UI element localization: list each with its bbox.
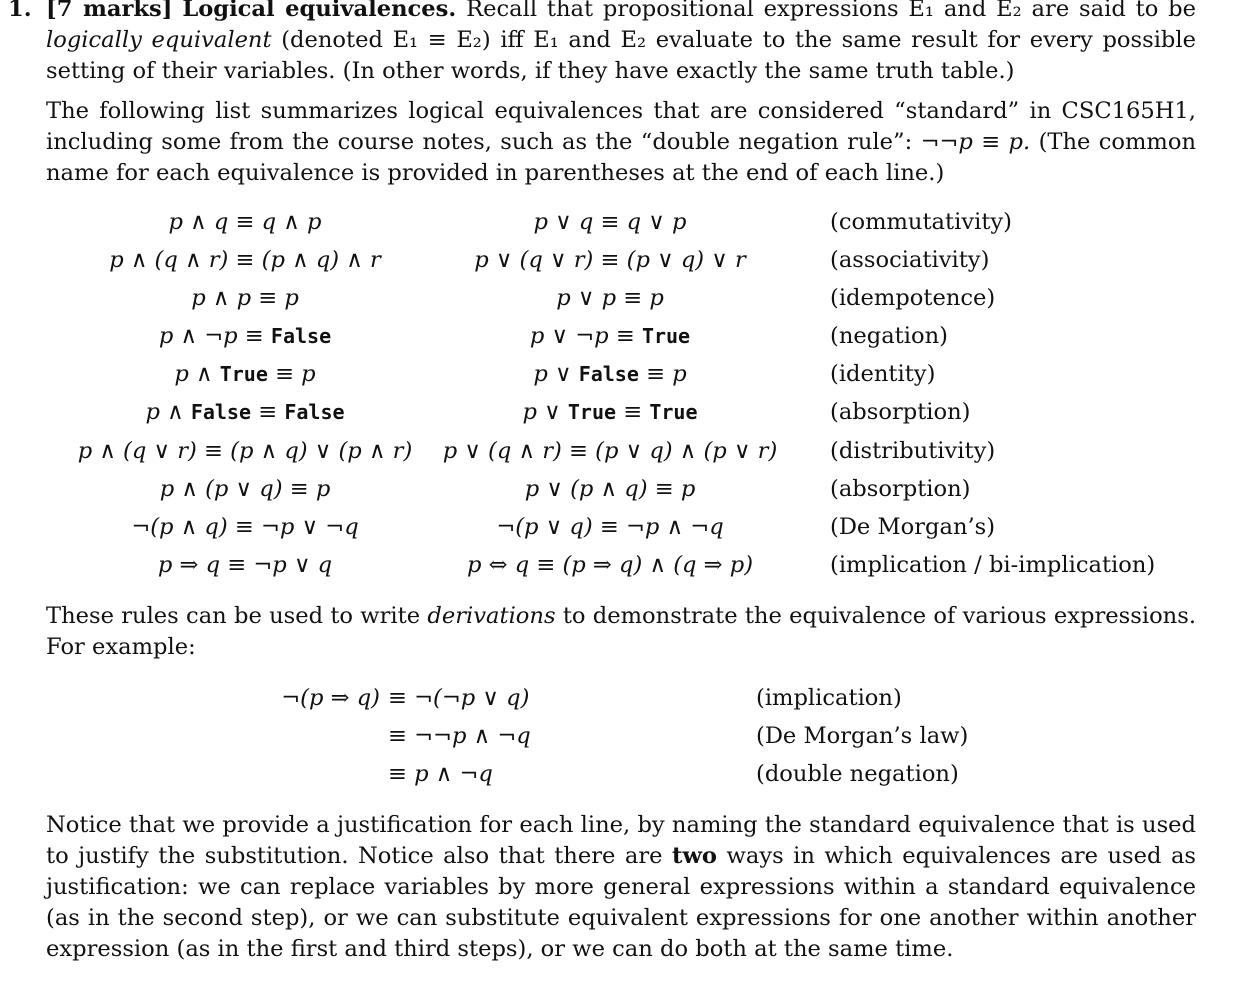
equivalence-row	[0, 207, 1236, 245]
equivalence-name: (identity)	[830, 361, 936, 387]
equivalence-row	[0, 512, 1236, 550]
equivalence-left: p ∧ (p ∨ q) ≡ p	[159, 476, 331, 502]
equivalence-right: ¬(p ∨ q) ≡ ¬p ∧ ¬q	[496, 514, 724, 540]
intro-term: logically equivalent	[46, 27, 272, 53]
equivalence-row	[0, 321, 1236, 359]
derivation-justification: (implication)	[756, 685, 902, 711]
equivalence-row	[0, 283, 1236, 321]
equivalence-right: p ∨ p ≡ p	[556, 285, 664, 311]
intro-text-b: (denoted E₁ ≡ E₂) iff E₁ and E₂ evaluate to the same result for every possible setting of their variables. (In other words, if they have exactly the same truth table.)	[46, 27, 1196, 84]
derivation-rhs: ≡ ¬(¬p ∨ q)	[388, 685, 530, 711]
equivalence-left: p ∧ ¬p ≡ False	[158, 323, 332, 349]
equivalence-left: p ∧ p ≡ p	[191, 285, 299, 311]
p2-text-b: (The common name for each equivalence is provided in parentheses at the end of each line.)	[46, 129, 1197, 186]
equivalence-left: ¬(p ∧ q) ≡ ¬p ∨ ¬q	[131, 514, 359, 540]
p4-emph: two	[672, 843, 718, 869]
equivalence-row	[0, 397, 1236, 435]
equivalence-name: (De Morgan’s)	[830, 514, 996, 540]
equivalence-name: (idempotence)	[830, 285, 996, 311]
p3-text-a: These rules can be used to write	[46, 603, 421, 629]
derivation-justification: (double negation)	[756, 761, 959, 787]
problem-title: Logical equivalences.	[182, 0, 457, 22]
equivalence-row	[0, 245, 1236, 283]
equivalence-right: p ∨ (p ∧ q) ≡ p	[524, 476, 696, 502]
equivalence-right: p ∨ False ≡ p	[533, 361, 687, 387]
equivalence-name: (associativity)	[830, 247, 990, 273]
equivalence-name: (distributivity)	[830, 438, 996, 464]
equivalence-left: p ∧ q ≡ q ∧ p	[168, 209, 322, 235]
derivation-step	[0, 721, 1236, 759]
equivalence-name: (implication / bi-implication)	[830, 552, 1156, 578]
equivalence-right: p ⇔ q ≡ (p ⇒ q) ∧ (q ⇒ p)	[466, 552, 754, 578]
paragraph-justification	[46, 810, 1196, 965]
equivalence-right: p ∨ (q ∧ r) ≡ (p ∨ q) ∧ (p ∨ r)	[442, 438, 778, 464]
paragraph-derivations	[46, 601, 1196, 663]
equivalence-name: (absorption)	[830, 476, 971, 502]
equivalence-row	[0, 359, 1236, 397]
equivalence-left: p ⇒ q ≡ ¬p ∨ q	[157, 552, 333, 578]
equivalence-name: (commutativity)	[830, 209, 1012, 235]
equivalence-name: (absorption)	[830, 399, 971, 425]
equivalence-left: p ∧ (q ∨ r) ≡ (p ∧ q) ∨ (p ∧ r)	[77, 438, 413, 464]
equivalence-left: p ∧ False ≡ False	[145, 399, 345, 425]
equivalence-row	[0, 550, 1236, 588]
equivalence-row	[0, 474, 1236, 512]
derivation-justification: (De Morgan’s law)	[756, 723, 969, 749]
paragraph-standard-list	[46, 96, 1196, 189]
equivalence-left: p ∧ (q ∧ r) ≡ (p ∧ q) ∧ r	[109, 247, 381, 273]
derivation-rhs: ≡ ¬¬p ∧ ¬q	[388, 723, 531, 749]
equivalence-right: p ∨ q ≡ q ∨ p	[533, 209, 687, 235]
p3-text-b: to demonstrate the equivalence of various expressions. For example:	[46, 603, 1197, 660]
p4-text-b: ways in which equivalences are used as justification: we can replace variables by more general expressions within a standard equivalence (as in the second step), or we can substitute equivalent expressions for one another within another expression (as in the first and third steps), or we can do both at the same time.	[46, 843, 1197, 962]
p2-text-a: The following list summarizes logical equivalences that are considered “standard” in CSC165H1, including some from the course notes, such as the “double negation rule”:	[46, 98, 1196, 155]
equivalence-right: p ∨ ¬p ≡ True	[529, 323, 691, 349]
p3-term: derivations	[427, 603, 556, 629]
double-negation-rule: ¬¬p ≡ p.	[920, 129, 1031, 155]
equivalence-right: p ∨ (q ∨ r) ≡ (p ∨ q) ∨ r	[474, 247, 746, 273]
equivalence-right: p ∨ True ≡ True	[522, 399, 698, 425]
intro-text-a: Recall that propositional expressions E₁ and E₂ are said to be	[466, 0, 1197, 22]
derivation-step	[0, 759, 1236, 797]
p4-text-a: Notice that we provide a justification for each line, by naming the standard equivalence that is used to justify the substitution. Notice also that there are	[46, 812, 1196, 869]
derivation-step	[0, 683, 1236, 721]
derivation-rhs: ≡ p ∧ ¬q	[388, 761, 493, 787]
derivation-lhs: ¬(p ⇒ q)	[281, 685, 380, 711]
equivalence-name: (negation)	[830, 323, 948, 349]
equivalence-row	[0, 436, 1236, 474]
problem-marks: [7 marks]	[46, 0, 173, 22]
problem-number: 1.	[8, 0, 32, 22]
equivalence-left: p ∧ True ≡ p	[174, 361, 316, 387]
problem-intro	[46, 0, 1196, 87]
